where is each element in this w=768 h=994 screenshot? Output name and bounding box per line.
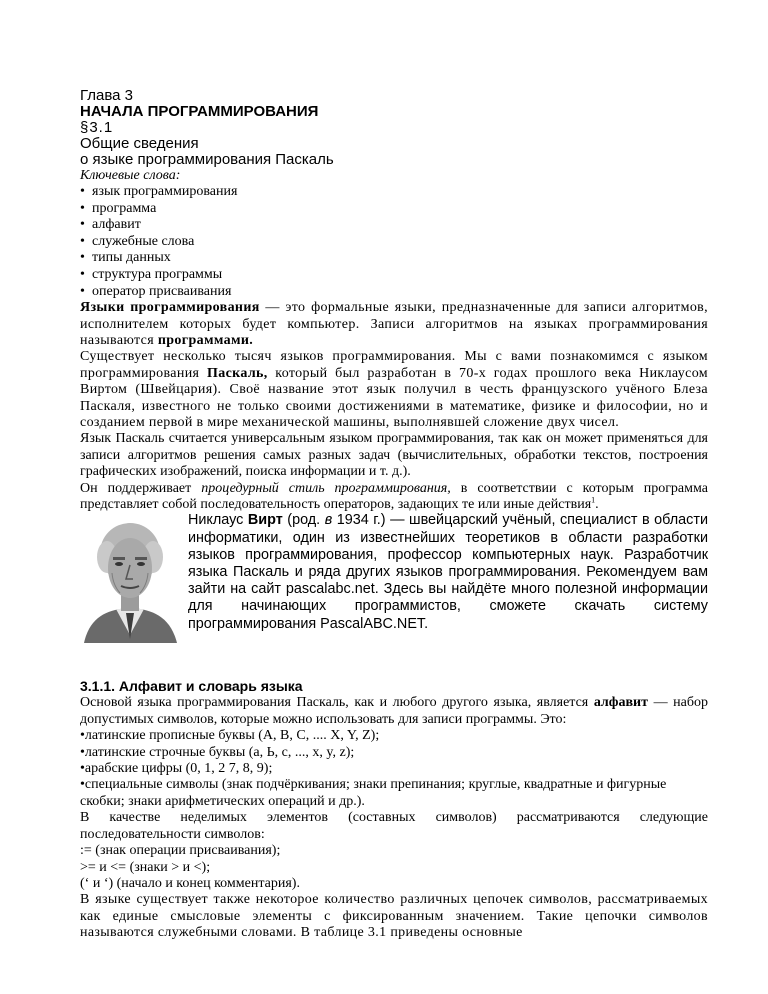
bullet-icon: •	[80, 266, 85, 282]
bullet-icon: •	[80, 184, 85, 199]
alphabet-list-item: •специальные символы (знак подчёркивания; знаки препинания; круглые, квадратные и фигурные скобки; знаки арифметических операций и др.).	[80, 777, 667, 809]
bullet-icon: •	[80, 283, 85, 299]
keyword-item: • программа	[80, 200, 157, 216]
paragraph-procedural: Он поддерживает процедурный стиль программирования, в соответствии с которым программа представляет собой последовательность операторов, задающих те или иные действия$^1$.	[80, 480, 708, 513]
paragraph-definition: Языки программирования — это формальные языки, предназначенные для записи алгоритмов, исполнителем которых будет компьютер. Записи алгоритмов на языках программирования называются программами.	[80, 300, 708, 348]
keyword-item: • оператор присваивания	[80, 283, 232, 299]
wirth-bio-block	[80, 513, 708, 643]
keyword-item: • служебные слова	[80, 233, 195, 249]
keywords-title: Ключевые слова:	[80, 168, 181, 183]
chapter-title: НАЧАЛА ПРОГРАММИРОВАНИЯ	[80, 103, 319, 120]
paragraph-alphabet: Основой языка программирования Паскаль, как и любого другого языка, является алфавит — набор допустимых символов, которые можно использовать для записи программы. Это:	[80, 695, 708, 727]
bullet-icon: •	[80, 200, 85, 216]
paragraph-reserved-words: В языке существует также некоторое количество различных цепочек символов, рассматриваемых как единые смысловые элементы с фиксированным значением. Такие цепочки символов называются служебными словами. В таблице 3.1 приведены основные	[80, 892, 708, 941]
footnote-mark: 1	[591, 495, 596, 505]
keyword-item: • типы данных	[80, 250, 171, 266]
keyword-item: • алфавит	[80, 217, 141, 233]
keywords-list	[80, 184, 708, 300]
chapter-label: Глава 3	[80, 87, 134, 104]
section-title-line2: о языке программирования Паскаль	[80, 151, 334, 168]
paragraph-universal: Язык Паскаль считается универсальным языком программирования, так как он может применяться для записи алгоритмов решения самых разных задач (вычислительных, обработки текстов, построения графических изображений, поиска информации и т. д.).	[80, 431, 708, 480]
keyword-item: • язык программирования	[80, 184, 238, 199]
wirth-bio-text: Никлаус Вирт (род. в 1934 г.) — швейцарский учёный, специалист в области информатики, один из известнейших теоретиков в области разработки языков программирования, профессор компьютерных наук. Разработчик языка Паскаль и ряда других языков программирования. Рекомендуем вам зайти на сайт pascalabc.net. Здесь вы найдёте много полезной информации для начинающих программистов, сможете скачать систему программирования PascalABC.NET.	[188, 512, 708, 632]
keyword-item: • структура программы	[80, 266, 223, 282]
paragraph-pascal-history: Существует несколько тысяч языков программирования. Мы с вами познакомимся с языком программирования Паскаль, который был разработан в 70-х годах прошлого века Никлаусом Виртом (Швейцария). Своё название этот язык получил в честь французского учёного Блеза Паскаля, известного не только своими достижениями в математике, физике и философии, но и созданием первой в мире механической машины, выполнявшей сложение двух чисел.	[80, 349, 708, 430]
alphabet-list-item: •арабские цифры (0, 1, 2 7, 8, 9);	[80, 761, 273, 777]
paragraph-compound-symbols: В качестве неделимых элементов (составных символов) рассматриваются следующие последовательности символов:	[80, 810, 708, 842]
alphabet-list-item: •латинские прописные буквы (A, B, C, .... X, Y, Z);	[80, 728, 380, 744]
bullet-icon: •	[80, 217, 85, 233]
bullet-icon: •	[80, 250, 85, 266]
section-3-1-1-heading: 3.1.1. Алфавит и словарь языка	[80, 678, 303, 695]
alphabet-list-item: •латинские строчные буквы (a, Ь, c, ..., x, y, z);	[80, 744, 355, 760]
compound-symbol-item: >= и <= (знаки > и <);	[80, 859, 211, 875]
compound-symbol-item: := (знак операции присваивания);	[80, 843, 281, 859]
page	[80, 88, 708, 942]
niklaus-wirth-portrait	[80, 513, 180, 643]
section-number: §3.1	[80, 119, 114, 136]
section-title-line1: Общие сведения	[80, 135, 199, 152]
compound-symbol-item: (‘ и ‘) (начало и конец комментария).	[80, 875, 300, 891]
bullet-icon: •	[80, 233, 85, 249]
